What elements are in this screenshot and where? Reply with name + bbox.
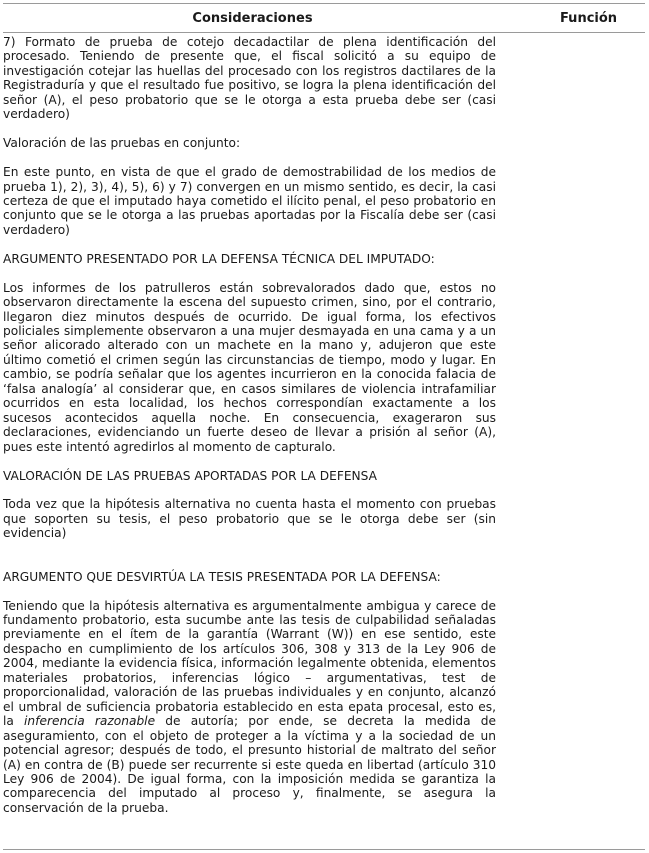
consideraciones-cell [3,35,496,815]
heading-valoracion-defensa: VALORACIÓN DE LAS PRUEBAS APORTADAS POR LA DEFENSA [3,468,377,483]
paragraph-argumento-defensa: Los informes de los patrulleros están sobrevalorados dado que, estos no observaron directamente la escena del supuesto crimen, sino, por el contrario, llegaron diez minutos después de ocurrido. De igual forma, los efectivos policiales simplemente observaron a una mujer desmayada en una cama y a un señor alicorado alterado con un machete en la mano y, adujeron que este último cometió el crimen según las circunstancias de tiempo, modo y lugar. En cambio, se podría señalar que los agentes incurrieron en la conocida falacia de ‘falsa analogía’ al considerar que, en casos similares de violencia intrafamiliar ocurridos en esta localidad, los hechos correspondían exactamente a los sucesos acontecidos aquella noche. En consecuencia, exageraron sus declaraciones, evidenciando un fuerte deseo de llevar a prisión al señor (A), pues este intentó agredirlos al momento de capturalo. [3,280,496,454]
header-consideraciones: Consideraciones [192,10,313,26]
table-bottom-border [3,849,645,850]
text-segment: Teniendo que la hipótesis alternativa es argumentalmente ambigua y carece de fundamento probatorio, esta sucumbe ante las tesis de culpabilidad señaladas previamente en el ítem de la garantía (Warrant (W)) en ese sentido, este despacho en cumplimiento de los artículos 306, 308 y 313 de la Ley 906 de 2004, mediante la evidencia física, información legalmente obtenida, elementos materiales probatorios, inferencias lógico – argumentativas, test de proporcionalidad, valoración de las pruebas individuales y en conjunto, alcanzó el umbral de suficiencia probatoria establecido en esta epata procesal, esto es, la [3,598,496,729]
italic-term: inferencia razonable [24,714,156,729]
text-segment: de autoría; por ende, se decreta la medida de aseguramiento, con el objeto de proteger a la víctima y a la sociedad de un potencial agresor; después de todo, el presunto historial de maltrato del señor (A) en contra de (B) puede ser recurrente si este queda en libertad (artículo 310 Ley 906 de 2004). De igual forma, con la imposición medida se garantiza la comparecencia del imputado al proceso y, finalmente, se asegura la conservación de la prueba. [3,714,496,815]
paragraph-argumento-desvirtua [3,599,496,816]
table-header [3,3,645,33]
considerations-table [3,3,645,33]
paragraph-valoracion-defensa: Toda vez que la hipótesis alternativa no cuenta hasta el momento con pruebas que soporten su tesis, el peso probatorio que se le otorga debe ser (sin evidencia) [3,497,496,541]
header-funcion: Función [559,10,618,26]
heading-valoracion-conjunto: Valoración de las pruebas en conjunto: [3,136,241,151]
paragraph-valoracion-conjunto: En este punto, en vista de que el grado de demostrabilidad de los medios de prueba 1), 2), 3), 4), 5), 6) y 7) convergen en un mismo sentido, es decir, la casi certeza de que el imputado haya cometido el ilícito penal, el peso probatorio en conjunto que se le otorga a las pruebas aportadas por la Fiscalía debe ser (casi verdadero) [3,165,496,237]
paragraph-cotejo-decadactilar: 7) Formato de prueba de cotejo decadactilar de plena identificación del procesado. Teniendo de presente que, el fiscal solicitó a su equipo de investigación cotejar las huellas del procesado con los registros dactilares de la Registraduría y que el resultado fue positivo, se logra la plena identificación del señor (A), el peso probatorio que se le otorga a esta prueba debe ser (casi verdadero) [3,35,496,122]
heading-argumento-defensa: ARGUMENTO PRESENTADO POR LA DEFENSA TÉCNICA DEL IMPUTADO: [3,251,435,266]
heading-argumento-desvirtua: ARGUMENTO QUE DESVIRTÚA LA TESIS PRESENTADA POR LA DEFENSA: [3,569,441,584]
